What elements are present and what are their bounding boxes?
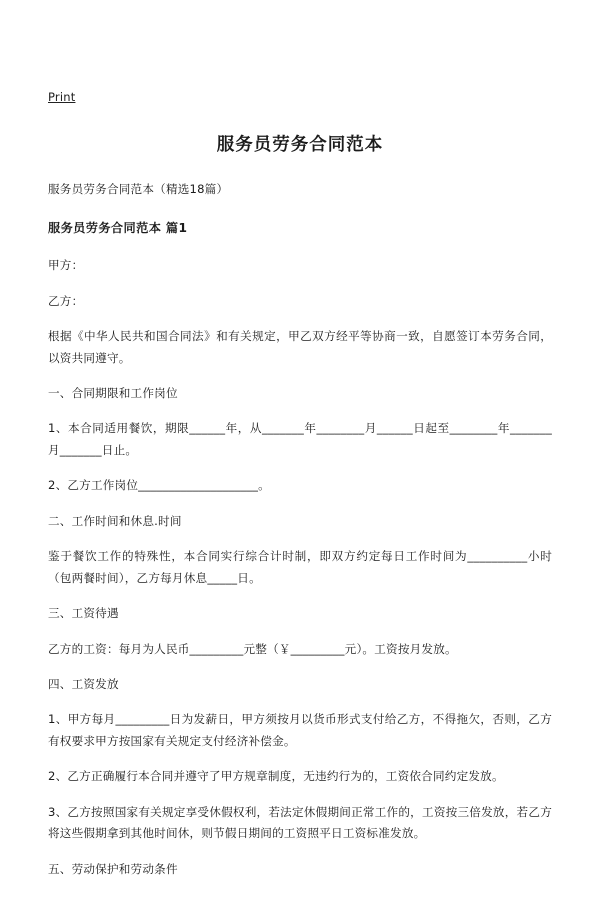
heading-clause-5: 五、劳动保护和劳动条件 [48,861,178,876]
paragraph-party-b: 乙方： [48,293,84,308]
heading-clause-1: 一、合同期限和工作岗位 [48,386,178,401]
heading-clause-2: 二、工作时间和休息.时间 [48,513,182,528]
heading-clause-4: 四、工资发放 [48,676,119,691]
heading-clause-3: 三、工资待遇 [48,606,119,621]
paragraph-2-1: 鉴于餐饮工作的特殊性，本合同实行综合计时制，即双方约定每日工作时间为__________小时（包两餐时间），乙方每月休息_____日。 [48,549,552,585]
paragraph-preamble: 根据《中华人民共和国合同法》和有关规定，甲乙双方经平等协商一致，自愿签订本劳务合同，以资共同遵守。 [48,329,552,365]
paragraph-4-2: 2、乙方正确履行本合同并遵守了甲方规章制度，无违约行为的，工资依合同约定发放。 [48,769,504,784]
paragraph-4-1: 1、甲方每月_________日为发薪日，甲方须按月以货币形式支付给乙方，不得拖欠，否则，乙方有权要求甲方按国家有关规定支付经济补偿金。 [48,712,552,748]
section-heading: 服务员劳务合同范本 篇1 [48,220,188,235]
document-subtitle: 服务员劳务合同范本（精选18篇） [48,182,229,197]
paragraph-1-1: 1、本合同适用餐饮，期限______年，从_______年________月______日起至________年_______月_______日止。 [48,421,552,457]
paragraph-1-2: 2、乙方工作岗位____________________。 [48,478,270,493]
paragraph-4-3: 3、乙方按照国家有关规定享受休假权利，若法定休假期间正常工作的，工资按三倍发放，若乙方将这些假期拿到其他时间休，则节假日期间的工资照平日工资标准发放。 [48,804,552,841]
print-button[interactable]: Print [48,90,76,104]
page-title: 服务员劳务合同范本 [216,134,384,155]
paragraph-party-a: 甲方： [48,258,84,273]
paragraph-3-1: 乙方的工资：每月为人民币_________元整（￥_________元）。工资按月发放。 [48,641,457,656]
